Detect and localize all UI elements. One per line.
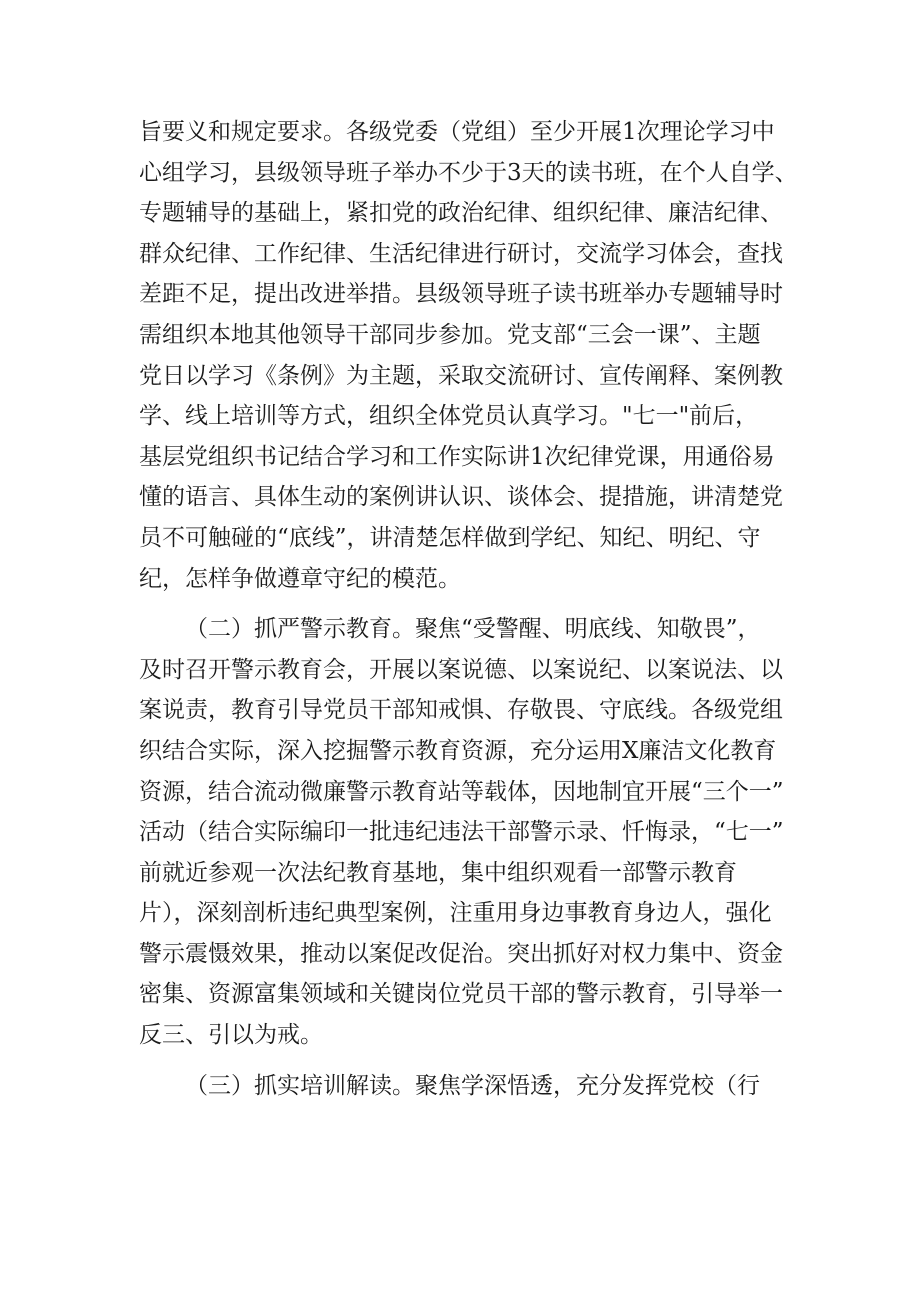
text-line: 员不可触碰的“底线”，讲清楚怎样做到学纪、知纪、明纪、守: [139, 524, 761, 551]
section-heading-line: （二）抓严警示教育。聚焦“受警醒、明底线、知敬畏”，: [185, 616, 761, 643]
text-line: 及时召开警示教育会，开展以案说德、以案说纪、以案说法、以: [139, 656, 783, 683]
text-line: 差距不足，提出改进举措。县级领导班子读书班举办专题辅导时: [139, 281, 783, 308]
text-line: 资源，结合流动微廉警示教育站等载体，因地制宜开展“三个一”: [139, 778, 784, 805]
text-line: 旨要义和规定要求。各级党委（党组）至少开展1次理论学习中: [139, 119, 775, 145]
section-heading-line: （三）抓实培训解读。聚焦学深悟透，充分发挥党校（行: [185, 1072, 760, 1099]
text-line: 片），深刻剖析违纪典型案例，注重用身边事教育身边人，强化: [139, 900, 772, 927]
text-line: 纪，怎样争做遵章守纪的模范。: [139, 565, 461, 592]
text-line: 需组织本地其他领导干部同步参加。党支部“三会一课”、主题: [139, 321, 761, 348]
text-line: 专题辅导的基础上，紧扣党的政治纪律、组织纪律、廉洁纪律、: [139, 200, 783, 227]
text-line: 党日以学习《条例》为主题，采取交流研讨、宣传阐释、案例教: [139, 362, 783, 389]
text-line: 基层党组织书记结合学习和工作实际讲1次纪律党课，用通俗易: [139, 443, 775, 470]
text-line: 群众纪律、工作纪律、生活纪律进行研讨，交流学习体会，查找: [139, 240, 783, 267]
text-line: 织结合实际，深入挖掘警示教育资源，充分运用X廉洁文化教育: [139, 737, 777, 764]
text-line: 前就近参观一次法纪教育基地，集中组织观看一部警示教育: [139, 859, 737, 886]
text-line: 懂的语言、具体生动的案例讲认识、谈体会、提措施，讲清楚党: [139, 484, 783, 511]
text-line: 活动（结合实际编印一批违纪违法干部警示录、忏悔录，“七一”: [139, 819, 784, 846]
text-line: 反三、引以为戒。: [139, 1022, 323, 1049]
document-body: [139, 112, 798, 1106]
text-line: 学、线上培训等方式，组织全体党员认真学习。"七一"前后，: [139, 403, 759, 430]
text-line: 警示震慑效果，推动以案促改促治。突出抓好对权力集中、资金: [139, 940, 783, 967]
text-line: 案说责，教育引导党员干部知戒惧、存敬畏、守底线。各级党组: [139, 697, 783, 724]
text-line: 密集、资源富集领域和关键岗位党员干部的警示教育，引导举一: [139, 981, 783, 1008]
text-line: 心组学习，县级领导班子举办不少于3天的读书班，在个人自学、: [139, 159, 798, 186]
